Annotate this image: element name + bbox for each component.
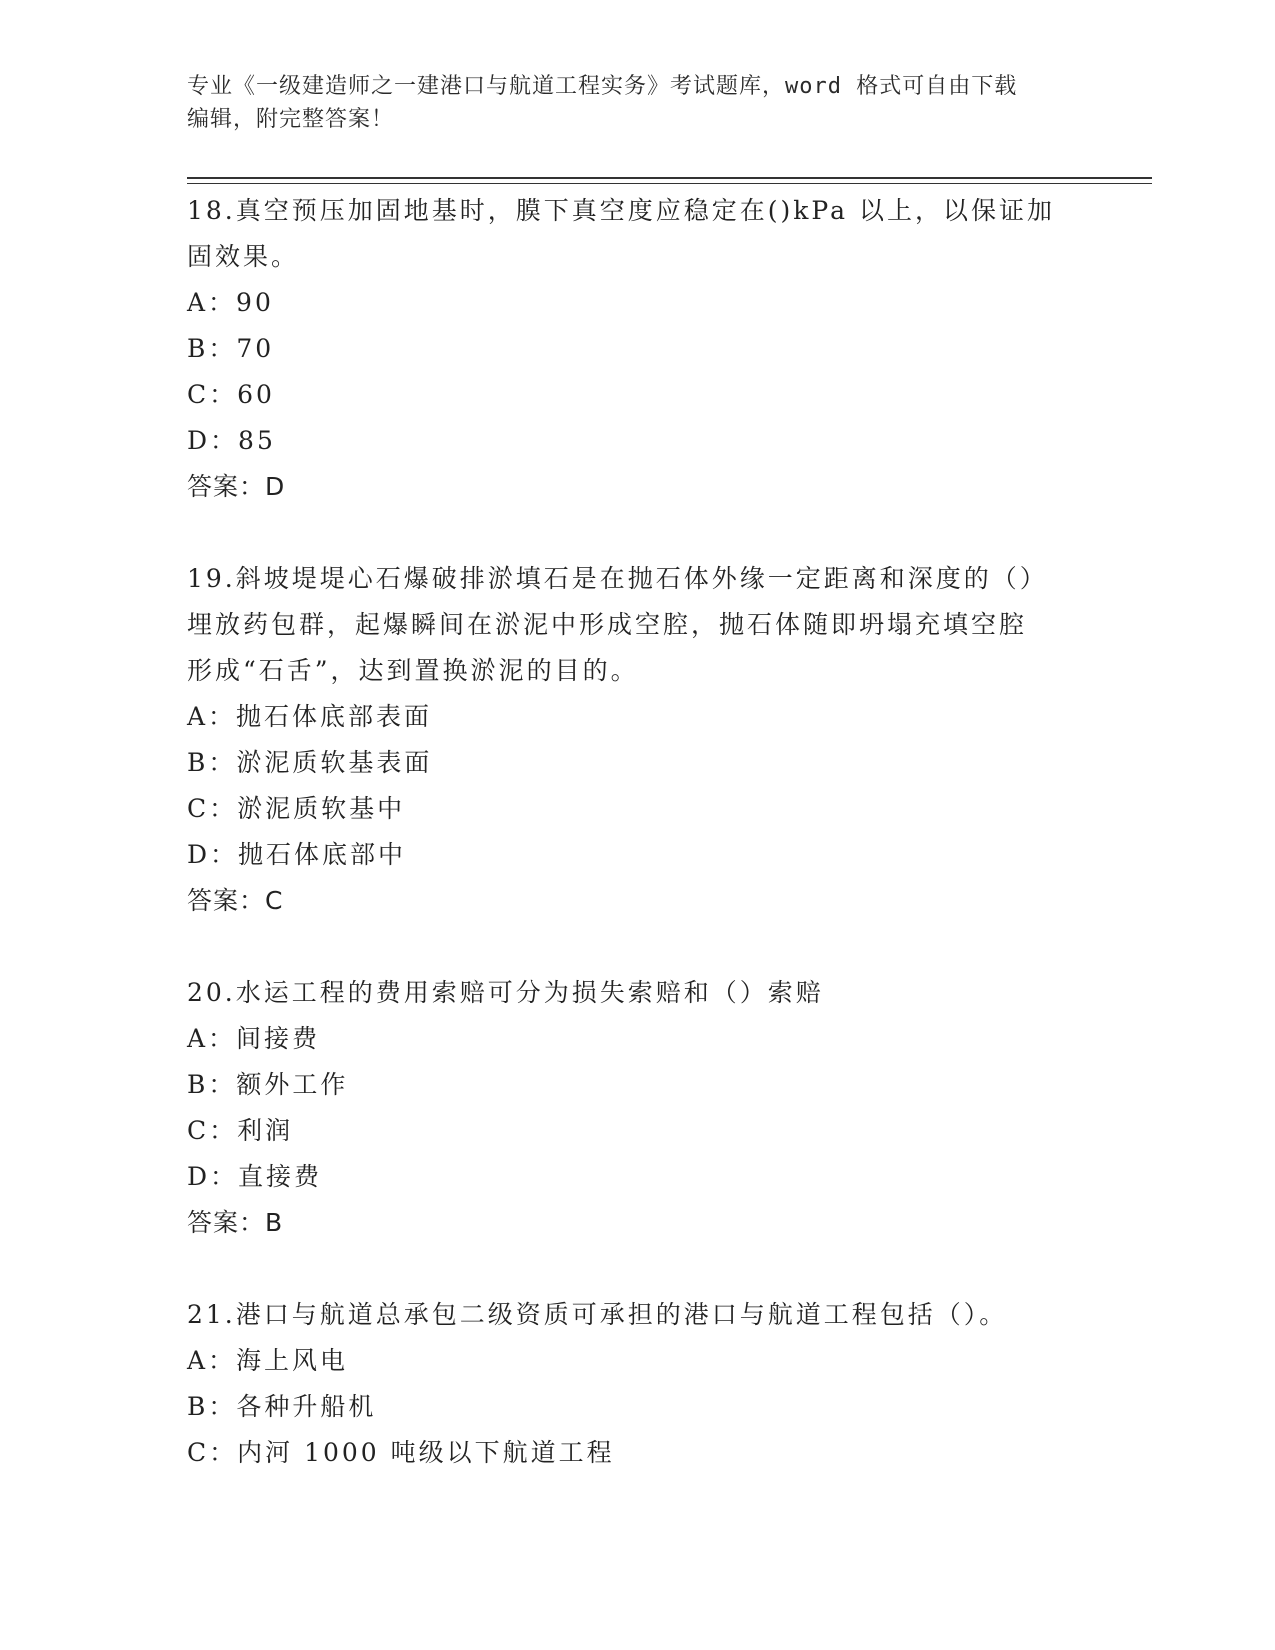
answer-label: 答案：B [187,1208,284,1237]
option-a: A：90 [187,288,274,317]
header-divider-thick [187,177,1152,179]
header-divider-thin [187,183,1152,184]
option-b: B：额外工作 [187,1070,349,1099]
answer-label: 答案：C [187,886,284,915]
question-21 [187,1292,1087,1476]
option-c: C：利润 [187,1116,294,1145]
question-stem-line: 21.港口与航道总承包二级资质可承担的港口与航道工程包括（）。 [187,1300,1008,1329]
question-19 [187,556,1087,924]
option-c: C：内河 1000 吨级以下航道工程 [187,1438,615,1467]
question-stem-line: 形成“石舌”，达到置换淤泥的目的。 [187,656,639,685]
option-d: D：直接费 [187,1162,323,1191]
option-b: B：各种升船机 [187,1392,377,1421]
option-b: B：70 [187,334,275,363]
question-stem-line: 固效果。 [187,242,300,271]
option-a: A：间接费 [187,1024,321,1053]
question-stem-line: 埋放药包群，起爆瞬间在淤泥中形成空腔，抛石体随即坍塌充填空腔 [187,610,1028,639]
document-header [187,70,1087,136]
option-c: C：淤泥质软基中 [187,794,406,823]
question-stem-line: 20.水运工程的费用索赔可分为损失索赔和（）索赔 [187,978,824,1007]
question-stem-line: 19.斜坡堤堤心石爆破排淤填石是在抛石体外缘一定距离和深度的（） [187,564,1048,593]
header-line-1: 专业《一级建造师之一建港口与航道工程实务》考试题库，word 格式可自由下载 [187,74,1018,99]
answer-label: 答案：D [187,472,286,501]
option-a: A：抛石体底部表面 [187,702,433,731]
question-18 [187,188,1087,510]
question-spacer [187,1246,1087,1292]
question-stem-line: 18.真空预压加固地基时，膜下真空度应稳定在()kPa 以上，以保证加 [187,196,1055,225]
option-d: D：抛石体底部中 [187,840,407,869]
option-c: C：60 [187,380,275,409]
question-20 [187,970,1087,1246]
option-d: D：85 [187,426,276,455]
question-spacer [187,510,1087,556]
header-line-2: 编辑，附完整答案！ [187,107,395,132]
option-b: B：淤泥质软基表面 [187,748,433,777]
question-list [187,188,1087,1476]
question-spacer [187,924,1087,970]
option-a: A：海上风电 [187,1346,349,1375]
